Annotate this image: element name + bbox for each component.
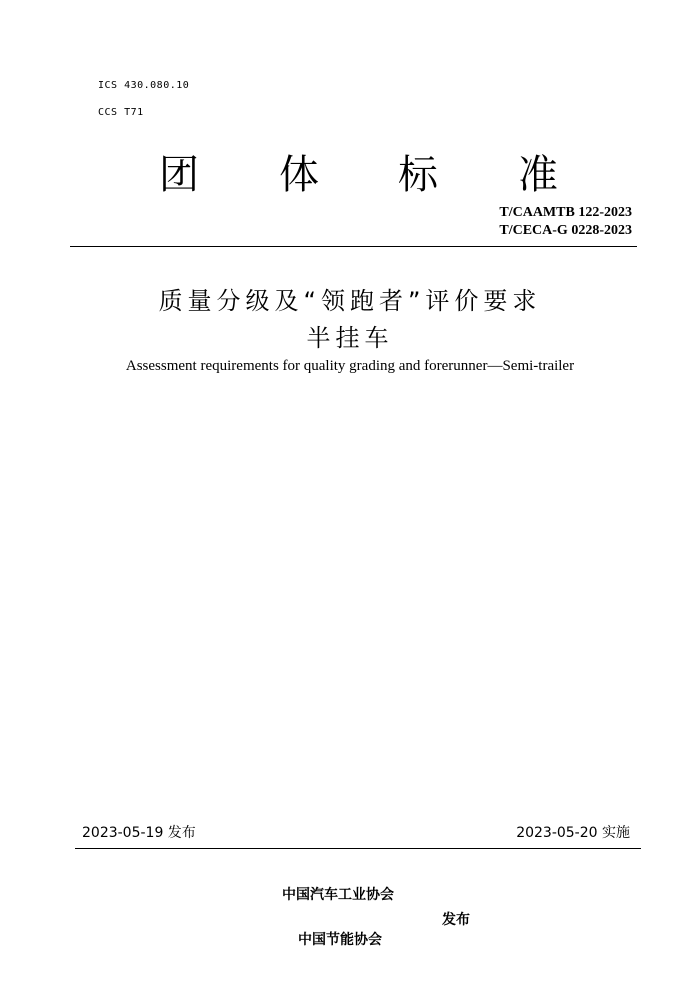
implementation-date: 2023-05-20 实施 bbox=[516, 825, 630, 841]
standard-numbers bbox=[499, 204, 632, 240]
bottom-divider bbox=[75, 848, 641, 849]
title-cn-line2: 半挂车 bbox=[306, 324, 394, 352]
doc-type-char-1: 团 bbox=[159, 152, 199, 198]
ics-code: ICS 430.080.10 bbox=[98, 80, 190, 91]
top-divider bbox=[70, 246, 637, 247]
standard-number-ceca: T/CECA-G 0228-2023 bbox=[499, 223, 632, 238]
doc-type-char-3: 标 bbox=[398, 152, 438, 198]
issuer-ceca: 中国节能协会 bbox=[298, 932, 382, 948]
doc-type-char-4: 准 bbox=[518, 152, 558, 198]
doc-type-char-2: 体 bbox=[279, 152, 319, 198]
title-cn-line1: 质量分级及“领跑者”评价要求 bbox=[158, 287, 542, 315]
title-en: Assessment requirements for quality grading and forerunner—Semi-trailer bbox=[125, 358, 575, 374]
ccs-code: CCS T71 bbox=[98, 107, 144, 118]
standard-number-caamtb: T/CAAMTB 122-2023 bbox=[499, 205, 632, 220]
issuer-caam: 中国汽车工业协会 bbox=[282, 887, 394, 903]
issue-date: 2023-05-19 发布 bbox=[82, 825, 196, 841]
document-type-heading bbox=[0, 150, 700, 200]
issue-action: 发布 bbox=[442, 912, 470, 928]
